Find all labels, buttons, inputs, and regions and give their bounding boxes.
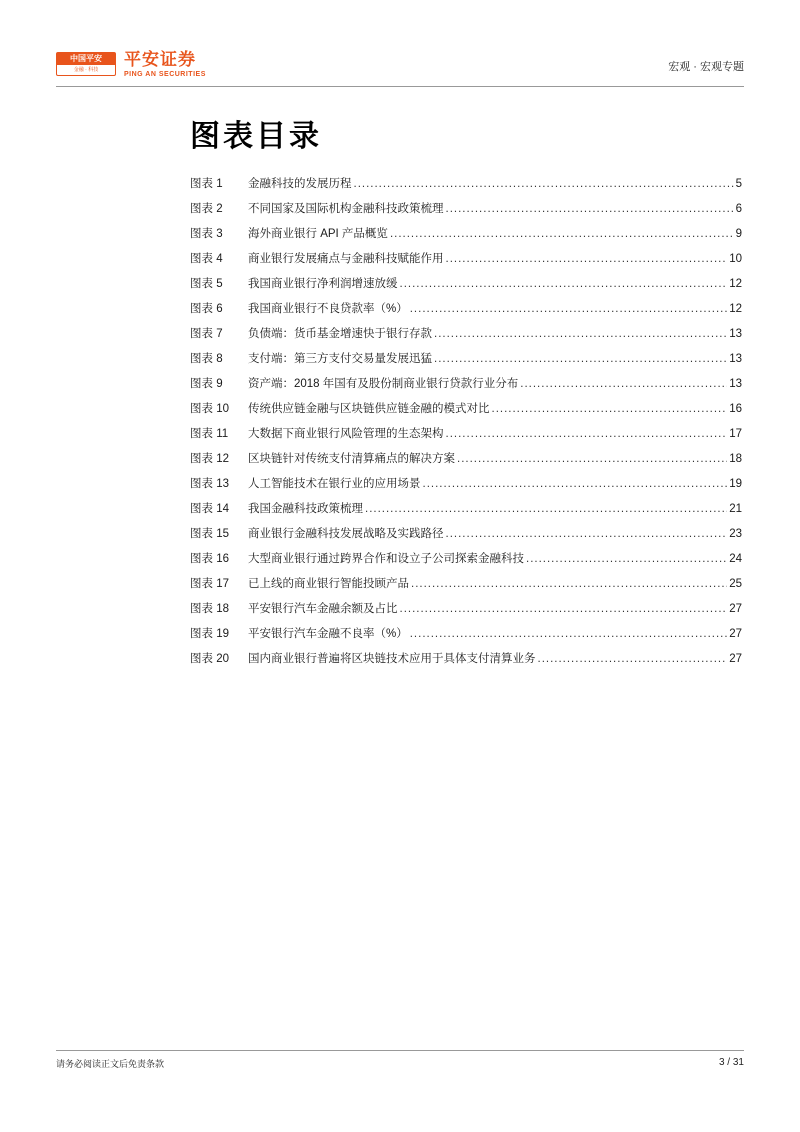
- toc-entry-page: 17: [729, 428, 742, 440]
- toc-leader-dots: [411, 578, 727, 590]
- brand-name-en: PING AN SECURITIES: [124, 71, 206, 78]
- logo-bottom-text: 金融 · 科技: [73, 67, 99, 73]
- toc-entry[interactable]: [190, 475, 742, 500]
- toc-entry-number: 图表 13: [190, 478, 229, 490]
- page-number: 3 / 31: [718, 1057, 744, 1068]
- toc-entry[interactable]: [190, 550, 742, 575]
- toc-entry-number: 图表 11: [190, 428, 229, 440]
- toc-entry-title: 我国商业银行净利润增速放缓: [248, 278, 398, 290]
- toc-leader-dots: [492, 403, 728, 415]
- toc-entry-title: 海外商业银行 API 产品概览: [248, 228, 388, 240]
- toc-entry[interactable]: [190, 650, 742, 675]
- toc-entry-page: 9: [735, 228, 742, 240]
- toc-entry-number: 图表 17: [190, 578, 229, 590]
- toc-entry-number: 图表 2: [190, 203, 223, 215]
- toc-entry-number: 图表 16: [190, 553, 229, 565]
- toc-leader-dots: [390, 228, 734, 240]
- toc-list: [190, 175, 742, 675]
- toc-leader-dots: [457, 453, 727, 465]
- toc-entry-page: 27: [729, 603, 742, 615]
- page-title: 图表目录: [190, 120, 322, 153]
- toc-entry[interactable]: [190, 275, 742, 300]
- toc-entry-number: 图表 15: [190, 528, 229, 540]
- toc-leader-dots: [434, 328, 727, 340]
- toc-entry[interactable]: [190, 575, 742, 600]
- toc-leader-dots: [365, 503, 727, 515]
- toc-entry[interactable]: [190, 350, 742, 375]
- toc-entry-number: 图表 18: [190, 603, 229, 615]
- toc-entry-title: 国内商业银行普遍将区块链技术应用于具体支付清算业务: [248, 653, 536, 665]
- toc-entry-title: 商业银行金融科技发展战略及实践路径: [248, 528, 444, 540]
- toc-entry-title: 大型商业银行通过跨界合作和设立子公司探索金融科技: [248, 553, 524, 565]
- toc-entry-page: 13: [729, 353, 742, 365]
- toc-leader-dots: [526, 553, 727, 565]
- toc-entry[interactable]: [190, 400, 742, 425]
- toc-entry[interactable]: [190, 375, 742, 400]
- toc-entry-page: 12: [729, 303, 742, 315]
- toc-entry[interactable]: [190, 225, 742, 250]
- toc-leader-dots: [410, 628, 727, 640]
- toc-entry-title: 我国商业银行不良贷款率（%）: [248, 303, 408, 315]
- footer-divider: [56, 1050, 744, 1051]
- toc-entry[interactable]: [190, 200, 742, 225]
- toc-entry-page: 24: [729, 553, 742, 565]
- toc-entry[interactable]: [190, 525, 742, 550]
- toc-entry-page: 6: [735, 203, 742, 215]
- toc-entry[interactable]: [190, 250, 742, 275]
- toc-entry-number: 图表 6: [190, 303, 223, 315]
- toc-entry-title: 金融科技的发展历程: [248, 178, 352, 190]
- toc-leader-dots: [354, 178, 734, 190]
- toc-entry-number: 图表 8: [190, 353, 223, 365]
- toc-entry-number: 图表 7: [190, 328, 223, 340]
- toc-entry-number: 图表 4: [190, 253, 223, 265]
- toc-entry[interactable]: [190, 425, 742, 450]
- toc-entry-number: 图表 14: [190, 503, 229, 515]
- toc-entry-title: 区块链针对传统支付清算痛点的解决方案: [248, 453, 455, 465]
- toc-entry-page: 13: [729, 378, 742, 390]
- toc-entry-page: 19: [729, 478, 742, 490]
- toc-leader-dots: [446, 253, 728, 265]
- toc-entry-title: 支付端：第三方支付交易量发展迅猛: [248, 353, 432, 365]
- toc-entry-page: 27: [729, 653, 742, 665]
- brand-name-cn: 平安证券: [124, 50, 196, 69]
- toc-entry-page: 21: [729, 503, 742, 515]
- toc-entry-title: 负债端：货币基金增速快于银行存款: [248, 328, 432, 340]
- toc-entry-page: 27: [729, 628, 742, 640]
- toc-entry-number: 图表 19: [190, 628, 229, 640]
- toc-entry[interactable]: [190, 300, 742, 325]
- logo-top-text: 中国平安: [57, 53, 115, 65]
- toc-entry-title: 商业银行发展痛点与金融科技赋能作用: [248, 253, 444, 265]
- toc-leader-dots: [446, 203, 734, 215]
- toc-entry-page: 23: [729, 528, 742, 540]
- toc-leader-dots: [446, 428, 728, 440]
- toc-leader-dots: [434, 353, 727, 365]
- pingan-logo: [56, 52, 116, 76]
- toc-entry-title: 资产端：2018 年国有及股份制商业银行贷款行业分布: [248, 378, 519, 390]
- toc-entry-page: 10: [729, 253, 742, 265]
- toc-entry[interactable]: [190, 325, 742, 350]
- toc-entry-page: 12: [729, 278, 742, 290]
- toc-entry[interactable]: [190, 625, 742, 650]
- toc-entry[interactable]: [190, 500, 742, 525]
- toc-entry-page: 16: [729, 403, 742, 415]
- toc-entry-number: 图表 9: [190, 378, 223, 390]
- page-header: [56, 50, 744, 86]
- toc-leader-dots: [400, 278, 728, 290]
- toc-entry-number: 图表 12: [190, 453, 229, 465]
- toc-entry-page: 25: [729, 578, 742, 590]
- toc-entry[interactable]: [190, 175, 742, 200]
- section-label: 宏观 · 宏观专题: [668, 61, 744, 73]
- toc-entry-number: 图表 5: [190, 278, 223, 290]
- toc-leader-dots: [446, 528, 728, 540]
- toc-entry-title: 平安银行汽车金融不良率（%）: [248, 628, 408, 640]
- toc-entry-number: 图表 3: [190, 228, 223, 240]
- header-divider: [56, 86, 744, 87]
- toc-entry-title: 平安银行汽车金融余额及占比: [248, 603, 398, 615]
- toc-leader-dots: [410, 303, 727, 315]
- toc-entry-page: 5: [735, 178, 742, 190]
- toc-entry-title: 已上线的商业银行智能投顾产品: [248, 578, 409, 590]
- toc-entry-number: 图表 1: [190, 178, 223, 190]
- toc-entry-page: 18: [729, 453, 742, 465]
- toc-entry[interactable]: [190, 600, 742, 625]
- toc-entry-page: 13: [729, 328, 742, 340]
- toc-entry[interactable]: [190, 450, 742, 475]
- toc-entry-title: 传统供应链金融与区块链供应链金融的模式对比: [248, 403, 490, 415]
- footer-disclaimer[interactable]: 请务必阅读正文后免责条款: [56, 1059, 165, 1069]
- toc-entry-title: 不同国家及国际机构金融科技政策梳理: [248, 203, 444, 215]
- toc-entry-title: 人工智能技术在银行业的应用场景: [248, 478, 421, 490]
- toc-leader-dots: [520, 378, 727, 390]
- toc-entry-number: 图表 20: [190, 653, 229, 665]
- toc-entry-number: 图表 10: [190, 403, 229, 415]
- toc-entry-title: 我国金融科技政策梳理: [248, 503, 363, 515]
- toc-leader-dots: [538, 653, 728, 665]
- toc-leader-dots: [400, 603, 728, 615]
- toc-leader-dots: [423, 478, 728, 490]
- toc-entry-title: 大数据下商业银行风险管理的生态架构: [248, 428, 444, 440]
